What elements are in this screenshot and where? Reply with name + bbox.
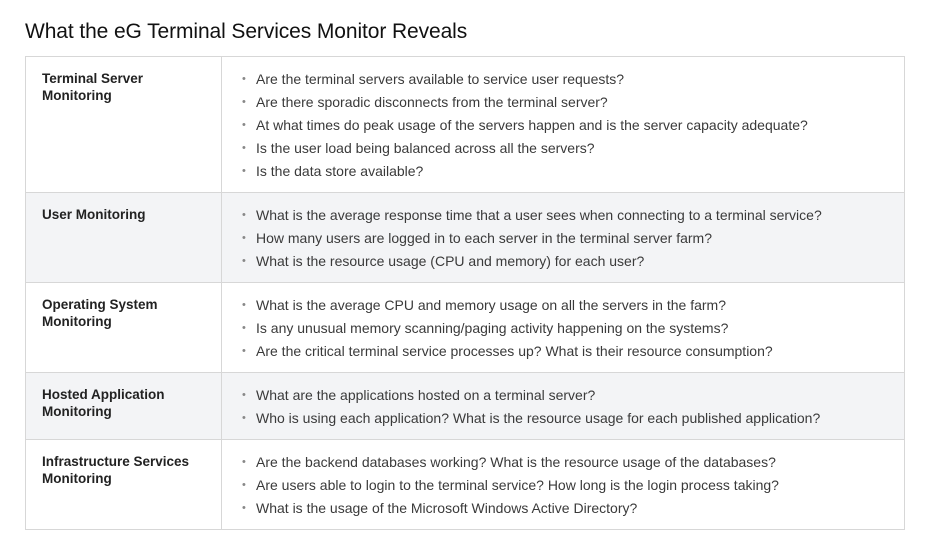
category-label: Hosted Application Monitoring: [26, 373, 222, 440]
list-item: • How many users are logged in to each server in the terminal server farm?: [256, 227, 894, 250]
list-item: • Are the critical terminal service processes up? What is their resource consumption?: [256, 340, 894, 363]
question-list: [222, 373, 904, 439]
question-list: [222, 57, 904, 192]
question-list-cell: [222, 440, 905, 530]
question-list-cell: [222, 57, 905, 193]
list-item: • Is the data store available?: [256, 160, 894, 183]
list-item: • Is the user load being balanced across all the servers?: [256, 137, 894, 160]
list-item: • Are the terminal servers available to service user requests?: [256, 68, 894, 91]
category-label: User Monitoring: [26, 193, 222, 283]
page-title: What the eG Terminal Services Monitor Reveals: [25, 20, 468, 43]
table-row-user: [26, 193, 905, 283]
question-list: [222, 193, 904, 282]
question-list-cell: [222, 283, 905, 373]
list-item: • Are users able to login to the terminal service? How long is the login process taking?: [256, 474, 894, 497]
reveals-table: [25, 56, 905, 530]
table-row-terminal-server: [26, 57, 905, 193]
category-label: Operating System Monitoring: [26, 283, 222, 373]
table-row-hosted-application: [26, 373, 905, 440]
list-item: • Who is using each application? What is the resource usage for each published application?: [256, 407, 894, 430]
list-item: • Is any unusual memory scanning/paging activity happening on the systems?: [256, 317, 894, 340]
list-item: • What is the resource usage (CPU and memory) for each user?: [256, 250, 894, 273]
question-list: [222, 283, 904, 372]
question-list-cell: [222, 193, 905, 283]
list-item: • What are the applications hosted on a terminal server?: [256, 384, 894, 407]
list-item: • Are there sporadic disconnects from the terminal server?: [256, 91, 894, 114]
category-label: Infrastructure Services Monitoring: [26, 440, 222, 530]
question-list: [222, 440, 904, 529]
list-item: • What is the average response time that a user sees when connecting to a terminal service?: [256, 204, 894, 227]
table-row-operating-system: [26, 283, 905, 373]
list-item: • What is the average CPU and memory usage on all the servers in the farm?: [256, 294, 894, 317]
category-label: Terminal Server Monitoring: [26, 57, 222, 193]
table-row-infrastructure-services: [26, 440, 905, 530]
list-item: • What is the usage of the Microsoft Windows Active Directory?: [256, 497, 894, 520]
list-item: • Are the backend databases working? What is the resource usage of the databases?: [256, 451, 894, 474]
list-item: • At what times do peak usage of the servers happen and is the server capacity adequate?: [256, 114, 894, 137]
question-list-cell: [222, 373, 905, 440]
